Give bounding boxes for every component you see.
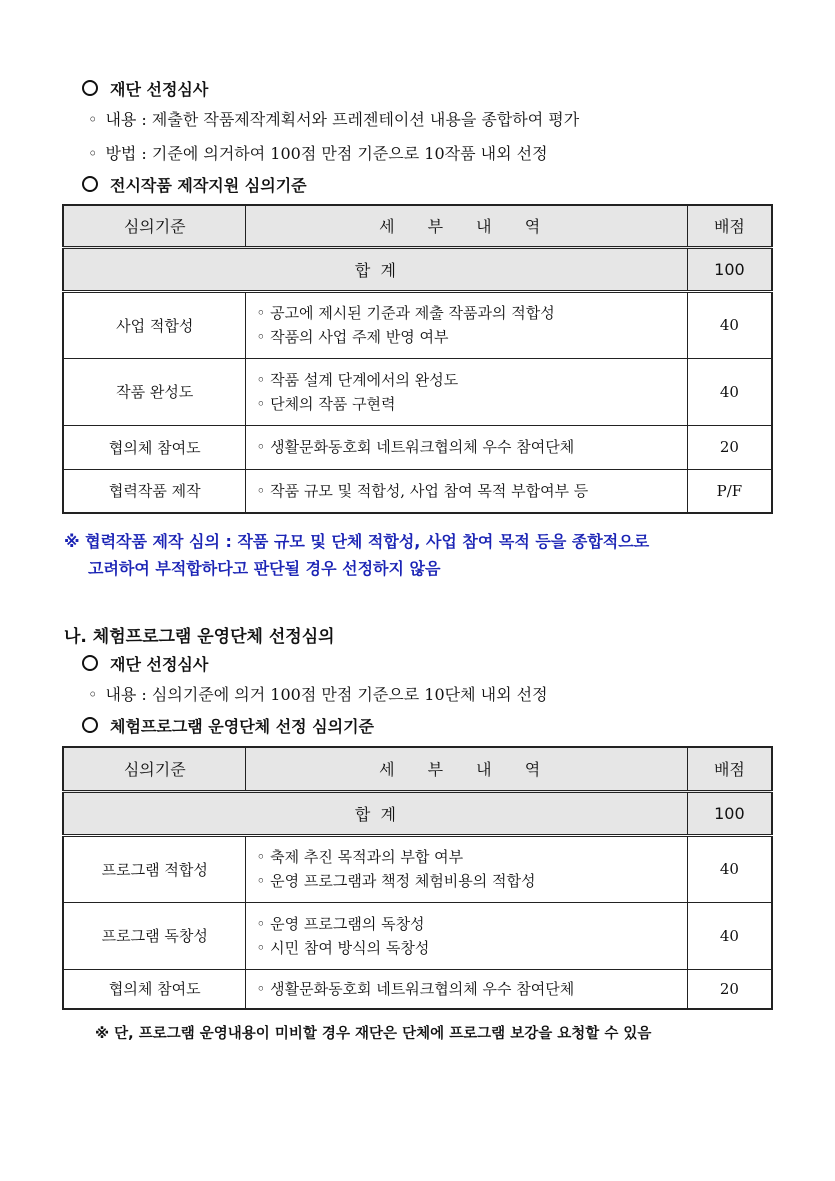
total-score: 100: [687, 247, 772, 291]
exhibit-criteria-table: [62, 204, 773, 514]
row-details: [246, 469, 687, 513]
row-details: [246, 358, 687, 425]
circle-bullet-icon: [82, 176, 98, 192]
small-circle-bullet-icon: ◦: [88, 110, 98, 129]
small-circle-bullet-icon: ◦: [88, 144, 98, 163]
header-criterion: 심의기준: [63, 747, 246, 791]
heading-foundation-review-1: 재단 선정심사: [82, 77, 208, 100]
total-label: 합 계: [63, 247, 687, 291]
row-details: [246, 969, 687, 1009]
detail-item: ◦ 작품 규모 및 적합성, 사업 참여 목적 부합여부 등: [256, 481, 589, 500]
row-details: [246, 902, 687, 969]
note-line-1: ※ 협력작품 제작 심의 : 작품 규모 및 단체 적합성, 사업 참여 목적 등을 종합적으로: [64, 532, 650, 551]
detail-item: ◦ 축제 추진 목적과의 부합 여부: [256, 848, 464, 866]
row-criterion: 프로그램 적합성: [63, 835, 246, 902]
row-details: [246, 835, 687, 902]
row-criterion: 프로그램 독창성: [63, 902, 246, 969]
table-header-row: [63, 205, 772, 247]
row-criterion: 작품 완성도: [63, 358, 246, 425]
total-row: [63, 791, 772, 835]
row-criterion: 협력작품 제작: [63, 469, 246, 513]
note-line-2: 고려하여 부적합하다고 판단될 경우 선정하지 않음: [88, 559, 441, 578]
heading-program-criteria: 체험프로그램 운영단체 선정 심의기준: [82, 714, 374, 737]
table-header-row: [63, 747, 772, 791]
detail-item: ◦ 작품의 사업 주제 반영 여부: [256, 328, 449, 346]
row-criterion: 사업 적합성: [63, 291, 246, 358]
header-score: 배점: [687, 205, 772, 247]
row-score: 40: [687, 291, 772, 358]
review-content-item: ◦ 내용 : 제출한 작품제작계획서와 프레젠테이션 내용을 종합하여 평가: [88, 110, 580, 129]
row-score: 20: [687, 969, 772, 1009]
review-content-item-2: ◦ 내용 : 심의기준에 의거 100점 만점 기준으로 10단체 내외 선정: [88, 685, 548, 704]
table-row: [63, 902, 772, 969]
circle-bullet-icon: [82, 655, 98, 671]
detail-item: ◦ 작품 설계 단계에서의 완성도: [256, 370, 459, 389]
program-note: ※ 단, 프로그램 운영내용이 미비할 경우 재단은 단체에 프로그램 보강을 요청할 수 있음: [95, 1026, 652, 1042]
total-label: 합 계: [63, 791, 687, 835]
table-row: [63, 425, 772, 469]
row-score: 40: [687, 358, 772, 425]
row-score: 40: [687, 835, 772, 902]
row-score: 40: [687, 902, 772, 969]
table-row: [63, 358, 772, 425]
table-row: [63, 291, 772, 358]
total-row: [63, 247, 772, 291]
heading-foundation-review-2: 재단 선정심사: [82, 652, 208, 675]
total-score: 100: [687, 791, 772, 835]
header-details: 세 부 내 역: [246, 205, 687, 247]
row-criterion: 협의체 참여도: [63, 969, 246, 1009]
header-details: 세 부 내 역: [246, 747, 687, 791]
section-title-program: 나. 체험프로그램 운영단체 선정심의: [64, 627, 335, 647]
small-circle-bullet-icon: ◦: [88, 685, 98, 704]
table-row: [63, 969, 772, 1009]
detail-item: ◦ 생활문화동호회 네트워크협의체 우수 참여단체: [256, 438, 575, 456]
collaboration-note: [64, 528, 784, 582]
detail-item: ◦ 공고에 제시된 기준과 제출 작품과의 적합성: [256, 304, 555, 322]
row-score: P/F: [687, 469, 772, 513]
row-criterion: 협의체 참여도: [63, 425, 246, 469]
row-score: 20: [687, 425, 772, 469]
table-row: [63, 835, 772, 902]
detail-item: ◦ 운영 프로그램과 책정 체험비용의 적합성: [256, 872, 536, 890]
header-score: 배점: [687, 747, 772, 791]
heading-exhibit-criteria: 전시작품 제작지원 심의기준: [82, 173, 307, 196]
review-method-item: ◦ 방법 : 기준에 의거하여 100점 만점 기준으로 10작품 내외 선정: [88, 144, 548, 163]
circle-bullet-icon: [82, 80, 98, 96]
row-details: [246, 291, 687, 358]
detail-item: ◦ 생활문화동호회 네트워크협의체 우수 참여단체: [256, 979, 575, 998]
detail-item: ◦ 운영 프로그램의 독창성: [256, 914, 425, 933]
table-row: [63, 469, 772, 513]
header-criterion: 심의기준: [63, 205, 246, 247]
row-details: [246, 425, 687, 469]
detail-item: ◦ 단체의 작품 구현력: [256, 394, 396, 413]
program-criteria-table: [62, 746, 773, 1010]
detail-item: ◦ 시민 참여 방식의 독창성: [256, 938, 430, 957]
circle-bullet-icon: [82, 717, 98, 733]
